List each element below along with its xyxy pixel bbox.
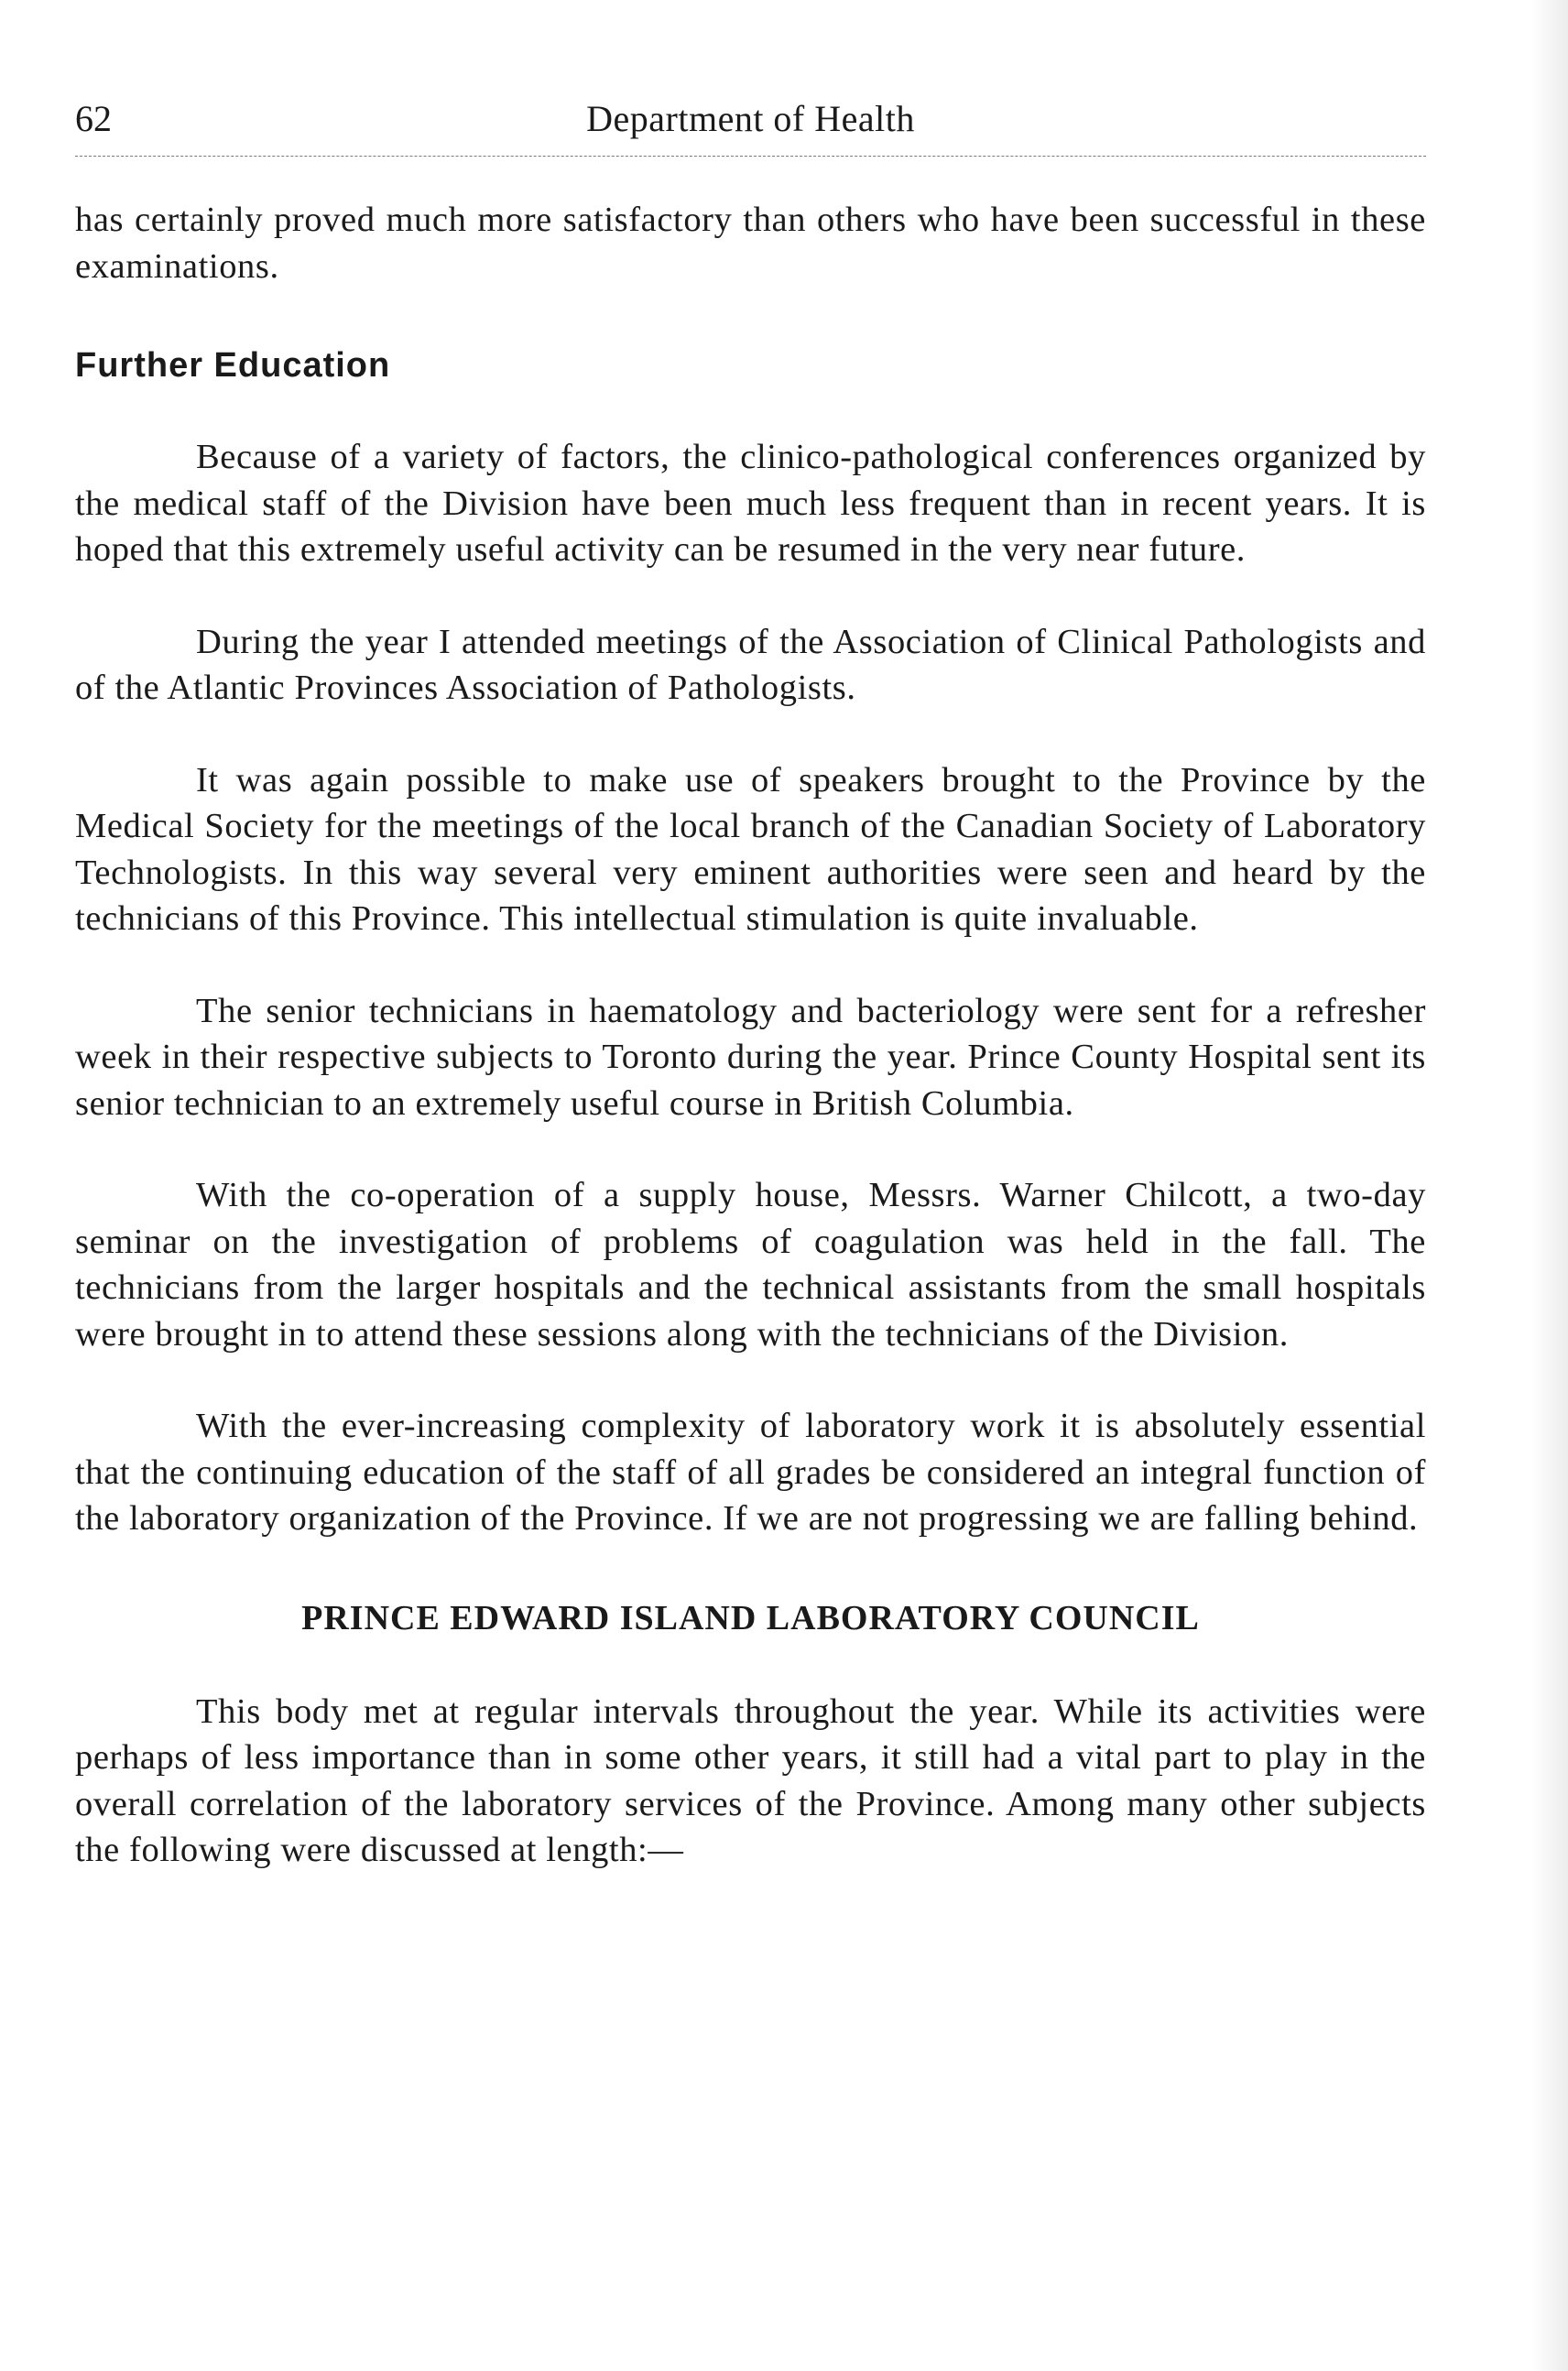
page-number: 62	[75, 98, 112, 139]
paragraph-continued: has certainly proved much more satisfactory than others who have been successful in these examinations.	[75, 201, 1426, 286]
page-body	[75, 197, 1426, 1874]
page-header	[75, 92, 1426, 147]
page-edge-shadow	[1531, 0, 1568, 2371]
paragraph-speakers: It was again possible to make use of speakers brought to the Province by the Medical Society for the meetings of the local branch of the Canadian Society of Laboratory Technologists. In this way several very eminent authorities were seen and heard by the technicians of this Province. This intellectual stimulation is quite invaluable.	[75, 760, 1426, 938]
running-title: Department of Health	[586, 98, 915, 139]
paragraph-complexity: With the ever-increasing complexity of laboratory work it is absolutely essential that the continuing education of the staff of all grades be considered an integral function of the laboratory organization of the Province. If we are not progressing we are falling behind.	[75, 1407, 1426, 1538]
paragraph-refresher: The senior technicians in haematology and bacteriology were sent for a refresher week in their respective subjects to Toronto during the year. Prince County Hospital sent its senior technician to an extremely useful course in British Columbia.	[75, 991, 1426, 1123]
paragraph-seminar: With the co-operation of a supply house, Messrs. Warner Chilcott, a two-day seminar on the investigation of problems of coagulation was held in the fall. The technicians from the larger hospitals and the technical assistants from the small hospitals were brought in to attend these sessions along with the technicians of the Division.	[75, 1176, 1426, 1354]
paragraph-meetings: During the year I attended meetings of the Association of Clinical Pathologists and of the Atlantic Provinces Association of Pathologists.	[75, 622, 1426, 707]
paragraph-conferences: Because of a variety of factors, the clinico-pathological conferences organized by the medical staff of the Division have been much less frequent than in recent years. It is hoped that this extremely useful activity can be resumed in the very near future.	[75, 438, 1426, 569]
header-rule	[75, 156, 1426, 157]
heading-further-education: Further Education	[75, 346, 391, 385]
heading-laboratory-council: PRINCE EDWARD ISLAND LABORATORY COUNCIL	[301, 1598, 1200, 1637]
paragraph-council: This body met at regular intervals throughout the year. While its activities were perhaps of less importance than in some other years, it still had a vital part to play in the overall correlation of the laboratory services of the Province. Among many other subjects the following were discussed at length:—	[75, 1691, 1426, 1869]
